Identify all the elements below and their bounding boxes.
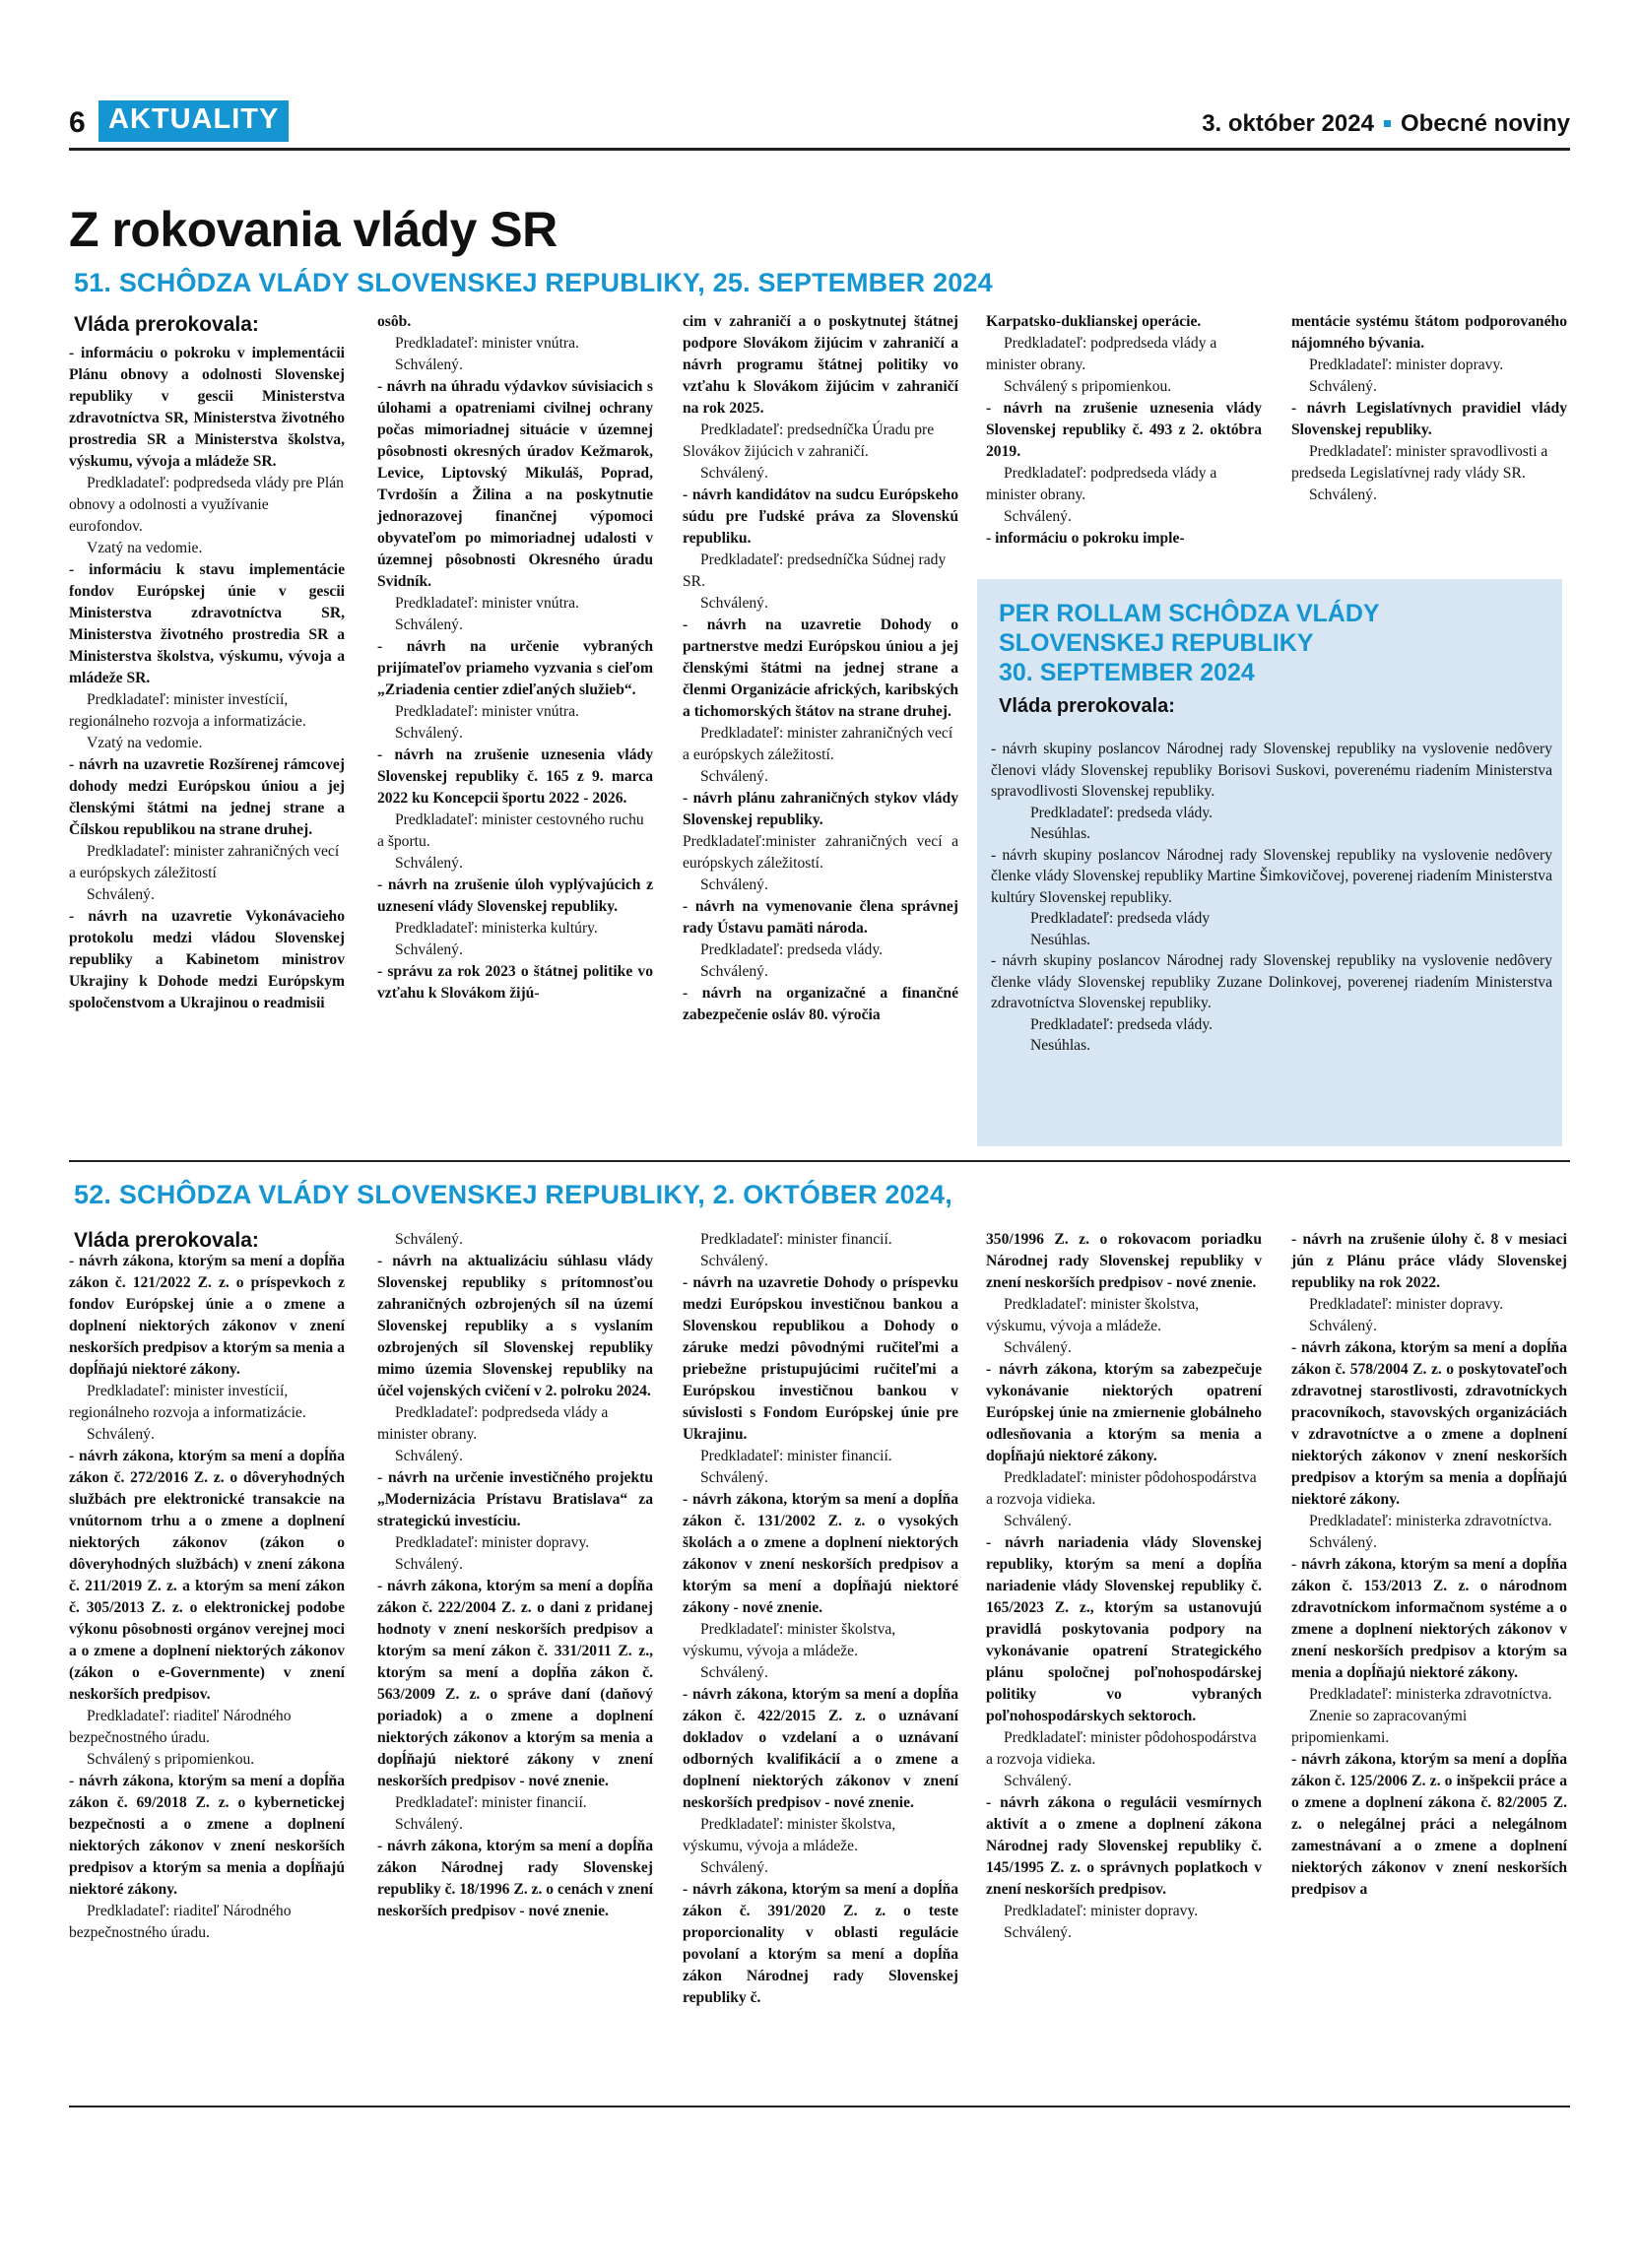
header-issue	[1202, 110, 1570, 138]
session-52-heading: 52. SCHÔDZA VLÁDY SLOVENSKEJ REPUBLIKY, 2. OKTÓBER 2024,	[74, 1180, 952, 1209]
agenda-note: Predkladateľ: predseda vlády.	[1030, 804, 1214, 821]
agenda-note: Predkladateľ: ministerka zdravotníctva.	[1309, 1513, 1552, 1529]
s51-column-2	[377, 311, 653, 1004]
agenda-note: Schválený.	[395, 855, 463, 872]
agenda-note: Schválený.	[395, 616, 463, 633]
agenda-note: Predkladateľ: minister zahraničných vecí a európskych záležitostí	[69, 843, 340, 881]
agenda-item: - návrh zákona o regulácii vesmírnych aktivít a o zmene a doplnení zákona Národnej rady Slovenskej republiky č. 145/1995 Z. z. o správnych poplatkoch v znení neskorších predpisov.	[986, 1794, 1262, 1898]
per-rollam-body	[991, 739, 1552, 1057]
agenda-note: Schválený.	[700, 595, 768, 612]
agenda-note: Predkladateľ: minister financií.	[700, 1448, 892, 1464]
agenda-item: - návrh zákona, ktorým sa zabezpečuje vykonávanie niektorých opatrení Európskej únie na zmiernenie globálneho odlesňovania a ktorým sa menia a dopĺňajú niektoré zákony.	[986, 1361, 1262, 1464]
agenda-item: - návrh na vymenovanie člena správnej rady Ústavu pamäti národa.	[683, 898, 958, 937]
agenda-item: - informáciu k stavu implementácie fondov Európskej únie v gescii Ministerstva zdravotníctva SR, Ministerstva životného prostredia SR a Ministerstva školstva, výskumu, vývoja a mládeže SR.	[69, 561, 345, 686]
agenda-item: - návrh zákona, ktorým sa mení a dopĺňa zákon Národnej rady Slovenskej republiky č. 18/1996 Z. z. o cenách v znení neskorších predpisov - nové znenie.	[377, 1838, 653, 1919]
agenda-item: - návrh zákona, ktorým sa mení a dopĺňa zákon č. 69/2018 Z. z. o kybernetickej bezpečnosti a o zmene a doplnení niektorých zákonov v znení neskorších predpisov a ktorým sa menia a dopĺňajú niektoré zákony.	[69, 1773, 345, 1898]
agenda-note: Schválený s pripomienkou.	[87, 1751, 255, 1768]
s52-column-2	[377, 1229, 653, 1922]
agenda-note: Schválený.	[1004, 1924, 1072, 1941]
agenda-note: Predkladateľ: minister financií.	[395, 1794, 587, 1811]
issue-date: 3. október 2024	[1202, 110, 1374, 137]
agenda-note: Predkladateľ: predsedníčka Úradu pre Slovákov žijúcich v zahraničí.	[683, 421, 935, 460]
agenda-item: - návrh zákona, ktorým sa mení a dopĺňa zákon č. 153/2013 Z. z. o národnom zdravotníckom informačnom systéme a o zmene a doplnení niektorých zákonov v znení neskorších predpisov a ktorým sa menia a dopĺňajú niektoré zákony.	[1291, 1556, 1567, 1681]
agenda-note: Schválený.	[395, 1816, 463, 1833]
agenda-note: Predkladateľ: minister investícií, regionálneho rozvoja a informatizácie.	[69, 691, 306, 730]
agenda-note: Predkladateľ: minister školstva, výskumu, vývoja a mládeže.	[986, 1296, 1200, 1334]
agenda-note: Schválený.	[395, 1556, 463, 1573]
session-51-heading: 51. SCHÔDZA VLÁDY SLOVENSKEJ REPUBLIKY, 25. SEPTEMBER 2024	[74, 268, 993, 297]
agenda-note: Schválený.	[1309, 1534, 1377, 1551]
agenda-note: Predkladateľ: minister pôdohospodárstva a rozvoja vidieka.	[986, 1729, 1257, 1768]
agenda-item: - informáciu o pokroku imple-	[986, 530, 1185, 547]
agenda-item: - návrh na uzavretie Vykonávacieho protokolu medzi vládou Slovenskej republiky a Kabinetom ministrov Ukrajiny k Dohode medzi Európskym spoločenstvom a Ukrajinou o readmisii	[69, 908, 345, 1011]
agenda-item: cim v zahraničí a o poskytnutej štátnej podpore Slovákom žijúcim v zahraničí a návrh programu štátnej politiky vo vzťahu k Slovákom žijúcim v zahraničí na rok 2025.	[683, 313, 958, 417]
agenda-item: - návrh na určenie investičného projektu „Modernizácia Prístavu Bratislava“ za strategickú investíciu.	[377, 1469, 653, 1529]
agenda-item: - návrh zákona, ktorým sa mení a dopĺňa zákon č. 422/2015 Z. z. o uznávaní dokladov o vzdelaní a o uznávaní odborných kvalifikácií a o zmene a doplnení niektorých zákonov v znení neskorších predpisov - nové znenie.	[683, 1686, 958, 1811]
agenda-item: - návrh na aktualizáciu súhlasu vlády Slovenskej republiky s prítomnosťou zahraničných ozbrojených síl na území Slovenskej republiky a s vyslaním ozbrojených síl Slovenskej republiky mimo územia Slovenskej republiky na účel vojenských cvičení v 2. polroku 2024.	[377, 1253, 653, 1399]
agenda-note: Predkladateľ: riaditeľ Národného bezpečnostného úradu.	[69, 1903, 292, 1941]
agenda-note: Predkladateľ: ministerka kultúry.	[395, 920, 598, 937]
s51-column-1	[69, 343, 345, 1014]
agenda-item: - návrh nariadenia vlády Slovenskej republiky, ktorým sa mení a dopĺňa nariadenie vlády Slovenskej republiky č. 165/2023 Z. z., ktorým sa ustanovujú pravidlá poskytovania podpory na vykonávanie opatrení Strategického plánu spoločnej poľnohospodárskej politiky vo vybraných poľnohospodárskych sektoroch.	[986, 1534, 1262, 1724]
agenda-note: Predkladateľ: minister cestovného ruchu a športu.	[377, 811, 644, 850]
agenda-note: Predkladateľ: predseda vlády	[1030, 910, 1211, 927]
agenda-item: - návrh na určenie vybraných prijímateľov priameho vyzvania s cieľom „Zriadenia centier zdieľaných služieb“.	[377, 638, 653, 698]
agenda-note: Schválený.	[1309, 1318, 1377, 1334]
agenda-note: - návrh skupiny poslancov Národnej rady Slovenskej republiky na vyslovenie nedôvery členke vlády Slovenskej republiky Zuzane Dolinkovej, poverenej riadením Ministerstva zdravotníctva Slovenskej republiky.	[991, 952, 1552, 1011]
agenda-note: Schválený s pripomienkou.	[1004, 378, 1172, 395]
agenda-note: - návrh skupiny poslancov Národnej rady Slovenskej republiky na vyslovenie nedôvery členke vlády Slovenskej republiky Martine Šimkovičovej, poverenej riadením Ministerstva kultúry Slovenskej republiky.	[991, 846, 1552, 906]
session-51-intro: Vláda prerokovala:	[74, 313, 259, 336]
agenda-note: Schválený.	[1004, 1773, 1072, 1789]
agenda-note: Predkladateľ: ministerka zdravotníctva.	[1309, 1686, 1552, 1703]
agenda-item: - návrh plánu zahraničných stykov vlády Slovenskej republiky.	[683, 790, 958, 828]
per-rollam-title-line-3: 30. SEPTEMBER 2024	[999, 659, 1255, 686]
agenda-note: Schválený.	[395, 356, 463, 373]
agenda-item: - návrh zákona, ktorým sa mení a dopĺňa zákon č. 272/2016 Z. z. o dôveryhodných službách pre elektronické transakcie na vnútornom trhu a o zmene a doplnení niektorých zákonov (zákon o dôveryhodných službách) v znení zákona č. 211/2019 Z. z. a ktorým sa mení zákon č. 305/2013 Z. z. o elektronickej podobe výkonu pôsobnosti orgánov verejnej moci a o zmene a doplnení niektorých zákonov (zákon o e-Governmente) v znení neskorších predpisov.	[69, 1448, 345, 1703]
agenda-note: Schválený.	[1004, 1339, 1072, 1356]
agenda-note: Predkladateľ: minister spravodlivosti a predseda Legislatívnej rady vlády SR.	[1291, 443, 1548, 482]
agenda-note: Schválený.	[1309, 486, 1377, 503]
agenda-note: - návrh skupiny poslancov Národnej rady Slovenskej republiky na vyslovenie nedôvery členovi vlády Slovenskej republiky Borisovi Suskovi, poverenému riadením Ministerstva spravodlivosti Slovenskej republiky.	[991, 741, 1552, 800]
agenda-note: Schválený.	[700, 1253, 768, 1269]
agenda-item: - návrh zákona, ktorým sa mení a dopĺňa zákon č. 121/2022 Z. z. o príspevkoch z fondov Európskej únie a o zmene a doplnení niektorých zákonov v znení neskorších predpisov a ktorým sa menia a dopĺňajú niektoré zákony.	[69, 1253, 345, 1378]
header-rule	[69, 148, 1570, 151]
agenda-item: - návrh na uzavretie Dohody o príspevku medzi Európskou investičnou bankou a Slovenskou republikou a Dohody o záruke medzi pôvodnými ručiteľmi a priebežne pristupujúcimi ručiteľmi a Európskou investičnou bankou v súvislosti s Fondom Európskej únie pre Ukrajinu.	[683, 1274, 958, 1443]
agenda-note: Predkladateľ: minister vnútra.	[395, 335, 579, 352]
agenda-item: - návrh na uzavretie Rozšírenej rámcovej dohody medzi Európskou úniou a jej členskými štátmi na jednej strane a Čílskou republikou na strane druhej.	[69, 756, 345, 838]
s52-column-5	[1291, 1229, 1567, 1901]
agenda-item: - návrh zákona, ktorým sa mení a dopĺňa zákon č. 125/2006 Z. z. o inšpekcii práce a o zmene a doplnení zákona č. 82/2005 Z. z. o nelegálnej práci a nelegálnom zamestnávaní a o zmene a doplnení niektorých zákonov v znení neskorších predpisov a	[1291, 1751, 1567, 1898]
per-rollam-title	[999, 599, 1380, 687]
agenda-note: Schválený.	[1004, 508, 1072, 525]
agenda-item: - návrh zákona, ktorým sa mení a dopĺňa zákon č. 578/2004 Z. z. o poskytovateľoch zdravotnej starostlivosti, zdravotníckych pracovníkoch, stavovských organizáciách v zdravotníctve a o zmene a doplnení niektorých zákonov v znení neskorších predpisov a ktorým sa menia a dopĺňajú niektoré zákony.	[1291, 1339, 1567, 1508]
agenda-note: Schválený.	[700, 1469, 768, 1486]
agenda-note: Predkladateľ: minister školstva, výskumu, vývoja a mládeže.	[683, 1621, 896, 1659]
agenda-note: Znenie so zapracovanými pripomienkami.	[1291, 1708, 1468, 1746]
per-rollam-box	[977, 579, 1562, 1146]
agenda-note: Schválený.	[700, 768, 768, 785]
agenda-note: Predkladateľ: minister investícií, regionálneho rozvoja a informatizácie.	[69, 1383, 306, 1421]
agenda-item: - správu za rok 2023 o štátnej politike vo vzťahu k Slovákom žijú-	[377, 963, 653, 1002]
agenda-note: Predkladateľ: minister školstva, výskumu, vývoja a mládeže.	[683, 1816, 896, 1854]
agenda-note: Schválený.	[700, 465, 768, 482]
agenda-note: Schválený.	[87, 1426, 155, 1443]
session-52-intro: Vláda prerokovala:	[74, 1229, 259, 1252]
agenda-note: Vzatý na vedomie.	[87, 540, 203, 556]
page-title: Z rokovania vlády SR	[69, 202, 558, 257]
agenda-note: Nesúhlas.	[1030, 931, 1091, 948]
section-divider	[69, 1160, 1570, 1162]
agenda-note: Predkladateľ: predsedníčka Súdnej rady SR.	[683, 551, 947, 590]
agenda-item: osôb.	[377, 313, 412, 330]
agenda-item: 350/1996 Z. z. o rokovacom poriadku Národnej rady Slovenskej republiky v znení neskorších predpisov - nové znenie.	[986, 1231, 1262, 1291]
agenda-note: Predkladateľ: predseda vlády.	[1030, 1015, 1214, 1033]
agenda-note: Nesúhlas.	[1030, 825, 1091, 842]
agenda-note: Schválený.	[700, 1859, 768, 1876]
agenda-item: mentácie systému štátom podporovaného nájomného bývania.	[1291, 313, 1567, 352]
agenda-note: Schválený.	[87, 886, 155, 903]
agenda-item: - návrh na zrušenie úlohy č. 8 v mesiaci jún z Plánu práce vlády Slovenskej republiky na rok 2022.	[1291, 1231, 1567, 1291]
agenda-note: Predkladateľ: minister dopravy.	[1309, 1296, 1504, 1313]
agenda-item: - návrh zákona, ktorým sa mení a dopĺňa zákon č. 222/2004 Z. z. o dani z pridanej hodnoty v znení neskorších predpisov a ktorým sa mení zákon č. 331/2011 Z. z., ktorým sa mení a dopĺňa zákon č. 563/2009 Z. z. o správe daní (daňový poriadok) a o zmene a doplnení niektorých zákonov a ktorým sa menia a dopĺňajú niektoré zákony v znení neskorších predpisov - nové znenie.	[377, 1578, 653, 1789]
agenda-item: - návrh kandidátov na sudcu Európskeho súdu pre ľudské práva za Slovenskú republiku.	[683, 486, 958, 547]
agenda-note: Schválený.	[700, 1664, 768, 1681]
agenda-note: Predkladateľ: podpredseda vlády a minister obrany.	[377, 1404, 609, 1443]
agenda-item: - informáciu o pokroku v implementácii Plánu obnovy a odolnosti Slovenskej republiky v gescii Ministerstva zdravotníctva SR, Ministerstva životného prostredia SR a Ministerstva školstva, výskumu, vývoja a mládeže SR.	[69, 345, 345, 470]
s51-column-4	[986, 311, 1262, 550]
section-label: AKTUALITY	[98, 100, 289, 142]
agenda-note: Schválený.	[1309, 378, 1377, 395]
s52-column-4	[986, 1229, 1262, 1944]
agenda-note: Predkladateľ: podpredseda vlády pre Plán obnovy a odolnosti a využívanie eurofondov.	[69, 475, 344, 535]
agenda-note: Schválený.	[395, 1231, 463, 1248]
agenda-item: - návrh zákona, ktorým sa mení a dopĺňa zákon č. 131/2002 Z. z. o vysokých školách a o zmene a doplnení niektorých zákonov v znení neskorších predpisov a ktorým sa mení a dopĺňajú niektoré zákony - nové znenie.	[683, 1491, 958, 1616]
agenda-note: Vzatý na vedomie.	[87, 735, 203, 751]
agenda-note: Predkladateľ: minister dopravy.	[395, 1534, 590, 1551]
agenda-note: Schválený.	[1004, 1513, 1072, 1529]
agenda-item: - návrh na uzavretie Dohody o partnerstve medzi Európskou úniou a jej členskými štátmi na jednej strane a členmi Organizácie afrických, karibských a tichomorských štátov na strane druhej.	[683, 616, 958, 720]
agenda-note: Predkladateľ: minister zahraničných vecí a európskych záležitostí.	[683, 725, 953, 763]
per-rollam-title-line-1: PER ROLLAM SCHÔDZA VLÁDY	[999, 600, 1380, 627]
footer-rule	[69, 2106, 1570, 2107]
agenda-note: Predkladateľ: minister vnútra.	[395, 703, 579, 720]
s52-column-1	[69, 1251, 345, 1944]
agenda-item: - návrh Legislatívnych pravidiel vlády Slovenskej republiky.	[1291, 400, 1567, 438]
agenda-item: - návrh na zrušenie uznesenia vlády Slovenskej republiky č. 493 z 2. októbra 2019.	[986, 400, 1262, 460]
agenda-note: Predkladateľ: podpredseda vlády a minister obrany.	[986, 335, 1217, 373]
per-rollam-intro: Vláda prerokovala:	[999, 695, 1175, 717]
agenda-item: - návrh na zrušenie uznesenia vlády Slovenskej republiky č. 165 z 9. marca 2022 ku Koncepcii športu 2022 - 2026.	[377, 746, 653, 807]
per-rollam-title-line-2: SLOVENSKEJ REPUBLIKY	[999, 629, 1314, 657]
agenda-note: Nesúhlas.	[1030, 1037, 1091, 1054]
s51-column-3	[683, 311, 958, 1026]
agenda-note: Predkladateľ: riaditeľ Národného bezpečnostného úradu.	[69, 1708, 292, 1746]
page-number: 6	[69, 106, 86, 139]
separator-dot	[1384, 120, 1391, 127]
agenda-note: Predkladateľ: podpredseda vlády a minister obrany.	[986, 465, 1217, 503]
agenda-item: - návrh na organizačné a finančné zabezpečenie osláv 80. výročia	[683, 985, 958, 1023]
page-header	[69, 100, 1570, 146]
agenda-note: Predkladateľ: minister dopravy.	[1004, 1903, 1199, 1919]
agenda-note: Predkladateľ: minister vnútra.	[395, 595, 579, 612]
agenda-note: Schválený.	[395, 941, 463, 958]
agenda-note: Predkladateľ: minister financií.	[700, 1231, 892, 1248]
agenda-note: Schválený.	[395, 1448, 463, 1464]
agenda-note: Schválený.	[395, 725, 463, 742]
agenda-item: - návrh zákona, ktorým sa mení a dopĺňa zákon č. 391/2020 Z. z. o teste proporcionality v oblasti regulácie povolaní a ktorým sa mení a dopĺňa zákon Národnej rady Slovenskej republiky č.	[683, 1881, 958, 2006]
agenda-item: Karpatsko-duklianskej operácie.	[986, 313, 1202, 330]
agenda-note: Schválený.	[700, 963, 768, 980]
agenda-item: - návrh na zrušenie úloh vyplývajúcich z uznesení vlády Slovenskej republiky.	[377, 876, 653, 915]
publication-name: Obecné noviny	[1400, 110, 1570, 137]
agenda-note: Predkladateľ:minister zahraničných vecí a európskych záležitostí.	[683, 833, 958, 872]
agenda-note: Predkladateľ: minister dopravy.	[1309, 356, 1504, 373]
s52-column-3	[683, 1229, 958, 2009]
agenda-note: Predkladateľ: minister pôdohospodárstva a rozvoja vidieka.	[986, 1469, 1257, 1508]
agenda-note: Predkladateľ: predseda vlády.	[700, 941, 884, 958]
agenda-item: - návrh na úhradu výdavkov súvisiacich s úlohami a opatreniami civilnej ochrany počas mimoriadnej situácie v územnej pôsobnosti okresných úradov Kežmarok, Levice, Liptovský Mikuláš, Poprad, Tvrdošín a Žilina a na poskytnutie jednorazovej finančnej výpomoci obyvateľom po mimoriadnej udalosti v územnej pôsobnosti Okresného úradu Svidník.	[377, 378, 653, 590]
agenda-note: Schválený.	[700, 876, 768, 893]
s51-column-5	[1291, 311, 1567, 506]
